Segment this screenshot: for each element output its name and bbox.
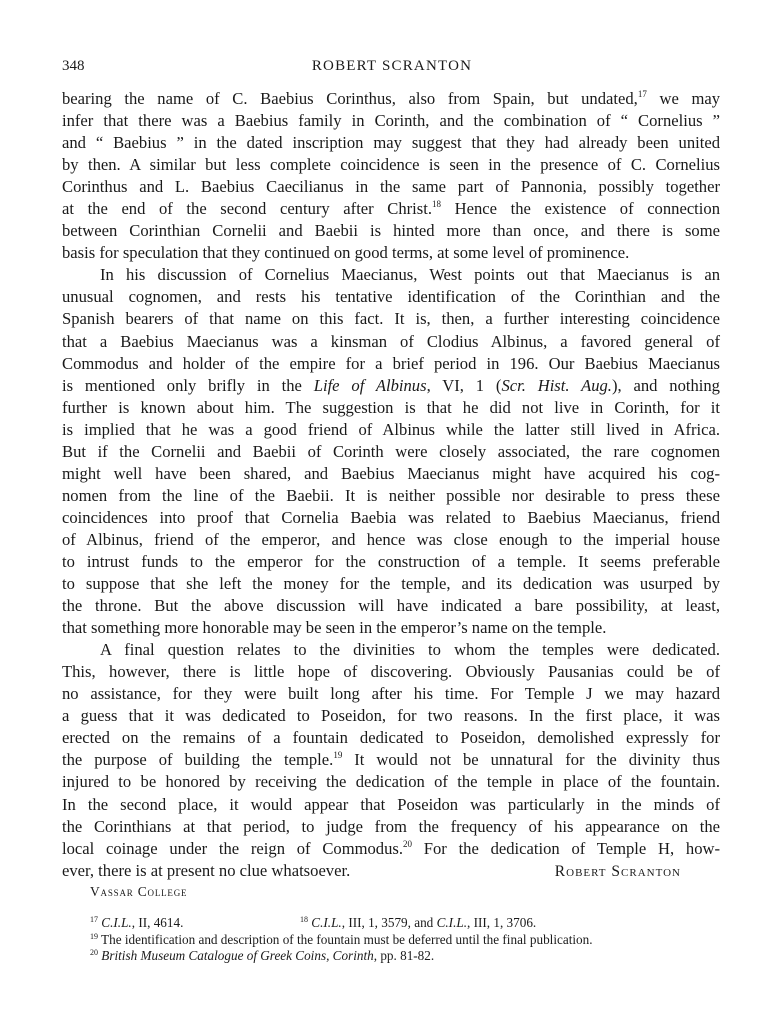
text-run: at the end of the second century after Christ. (62, 199, 433, 219)
text-run: infer that there was a Baebius family in Corinth, and the combination of “ Cornelius ” (62, 111, 720, 131)
text-line (62, 683, 720, 705)
text-run: In his discussion of Cornelius Maecianus, West points out that Maecianus is an (100, 265, 720, 285)
text-line (62, 838, 720, 860)
text-run: Hence the existence of connection (441, 199, 720, 219)
paragraph (62, 639, 720, 882)
footnote-20: $^{20}$ British Museum Catalogue of Greek Coins, Corinth, pp. 81-82. (90, 948, 435, 963)
text-run: , VI, 1 ( (426, 375, 502, 395)
text-line (62, 507, 720, 529)
text-line (62, 771, 720, 793)
author-signature: Robert Scranton (554, 863, 681, 880)
text-line (62, 353, 720, 375)
text-run: that something more honorable may be seen in the emperor’s name on the temple. (62, 618, 607, 638)
footnote-18: $^{18}$ C.I.L., III, 1, 3579, and C.I.L., III, 1, 3706. (300, 915, 537, 930)
italic-title: Life of Albinus (313, 375, 427, 395)
text-run: bearing the name of C. Baebius Corinthus, also from Spain, but undated, (62, 89, 638, 108)
paragraph (62, 264, 720, 639)
author-affiliation: Vassar College (90, 884, 188, 899)
text-run: Spanish bearers of that name on this fact. It is, then, a further interesting coincidence (62, 309, 720, 329)
text-run: might well have been shared, and Baebius Maecianus might have acquired his cog- (62, 463, 720, 483)
text-run: and “ Baebius ” in the dated inscription may suggest that they had already been united (62, 133, 720, 153)
text-run: basis for speculation that they continued on good terms, at some level of prominence. (62, 243, 630, 263)
text-run: the purpose of building the temple. (62, 750, 334, 770)
text-line (62, 617, 720, 639)
text-line (62, 176, 720, 198)
text-line (62, 308, 720, 330)
text-line (62, 816, 720, 838)
footnotes (90, 915, 730, 965)
text-line (62, 110, 720, 132)
text-line (62, 485, 720, 507)
text-line (62, 264, 720, 286)
text-run: ever, there is at present no clue whatsoever. (62, 860, 351, 880)
text-run: injured to be honored by receiving the dedication of the temple in place of the fountain. (62, 772, 720, 792)
text-run: by then. A similar but less complete coincidence is seen in the presence of C. Cornelius (62, 155, 720, 175)
text-line (62, 639, 720, 661)
text-line (62, 573, 720, 595)
text-run: coincidences into proof that Cornelia Baebia was related to Baebius Maecianus, friend (62, 507, 720, 527)
text-run: the Corinthians at that period, to judge from the frequency of his appearance on the (62, 816, 720, 836)
footnote-17: $^{17}$ C.I.L., II, 4614. (90, 915, 184, 930)
text-run: Commodus and holder of the empire for a brief period in 196. Our Baebius Maecianus (62, 353, 720, 373)
page-header (62, 58, 722, 80)
text-run: In the second place, it would appear that Poseidon was particularly in the minds of (62, 794, 720, 814)
text-line (62, 727, 720, 749)
running-head: ROBERT SCRANTON (311, 58, 473, 74)
text-line (62, 88, 720, 110)
page-number: 348 (62, 58, 85, 74)
text-run: we may (646, 89, 721, 108)
text-line (62, 132, 720, 154)
text-run: Corinthus and L. Baebius Caecilianus in the same part of Pannonia, possibly together (62, 177, 720, 197)
text-run: For the dedication of Temple H, how- (412, 838, 720, 858)
footnote-ref: 17 (637, 89, 647, 99)
text-run: But if the Cornelii and Baebii of Corinth were closely associated, the rare cognomen (62, 441, 720, 461)
text-line (62, 286, 720, 308)
text-run: of Albinus, friend of the emperor, and hence was close enough to the imperial house (62, 529, 720, 549)
text-line (62, 441, 720, 463)
text-line (62, 705, 720, 727)
text-run: nomen from the line of the Baebii. It is neither possible nor desirable to press these (62, 485, 720, 505)
italic-title: Scr. Hist. Aug. (501, 375, 612, 395)
text-run: is mentioned only brifly in the (62, 375, 314, 395)
text-line (62, 419, 720, 441)
text-line (62, 242, 720, 264)
text-run: It would not be unnatural for the divinity thus (342, 750, 720, 770)
text-run: the throne. But the above discussion will have indicated a bare possibility, at least, (62, 596, 720, 616)
text-run: local coinage under the reign of Commodus. (62, 838, 404, 858)
text-line (62, 794, 720, 816)
footnote-ref: 18 (432, 199, 442, 210)
text-line (62, 198, 720, 220)
text-run: a guess that it was dedicated to Poseidon, for two reasons. In the first place, it was (62, 706, 720, 726)
footnote-ref: 19 (333, 750, 343, 761)
text-run: A final question relates to the divinities to whom the temples were dedicated. (100, 640, 720, 660)
text-run: This, however, there is little hope of discovering. Obviously Pausanias could be of (62, 662, 720, 682)
text-run: ), and nothing (611, 375, 720, 395)
text-run: is implied that he was a good friend of Albinus while the latter still lived in Africa. (62, 419, 720, 439)
text-line (62, 551, 720, 573)
text-run: between Corinthian Cornelii and Baebii is hinted more than once, and there is some (62, 221, 720, 241)
footnote-19: $^{19}$ The identification and description of the fountain must be deferred until the final publication. (90, 931, 593, 947)
text-run: erected on the remains of a fountain dedicated to Poseidon, demolished expressly for (62, 728, 720, 748)
text-line (62, 220, 720, 242)
text-line (62, 397, 720, 419)
text-line (62, 595, 720, 617)
article-body (62, 88, 720, 882)
footnote-row-17-18 (90, 915, 730, 932)
text-run: unusual cognomen, and rests his tentative identification of the Corinthian and the (62, 287, 720, 307)
text-line (62, 529, 720, 551)
text-run: no assistance, for they were built long after his time. For Temple J we may hazard (62, 684, 720, 704)
text-run: to intrust funds to the emperor for the construction of a temple. It seems preferable (62, 551, 720, 571)
text-run: further is known about him. The suggestion is that he did not live in Corinth, for it (62, 397, 720, 417)
text-line (62, 661, 720, 683)
text-line (62, 375, 720, 397)
text-line (62, 154, 720, 176)
text-line (62, 331, 720, 353)
footnote-ref: 20 (403, 838, 413, 849)
paragraph (62, 88, 720, 264)
text-run: that a Baebius Maecianus was a kinsman of Clodius Albinus, a favored general of (62, 331, 720, 351)
text-line (62, 463, 720, 485)
text-run: to suppose that she left the money for the temple, and its dedication was usurped by (62, 574, 720, 594)
text-line (62, 749, 720, 771)
